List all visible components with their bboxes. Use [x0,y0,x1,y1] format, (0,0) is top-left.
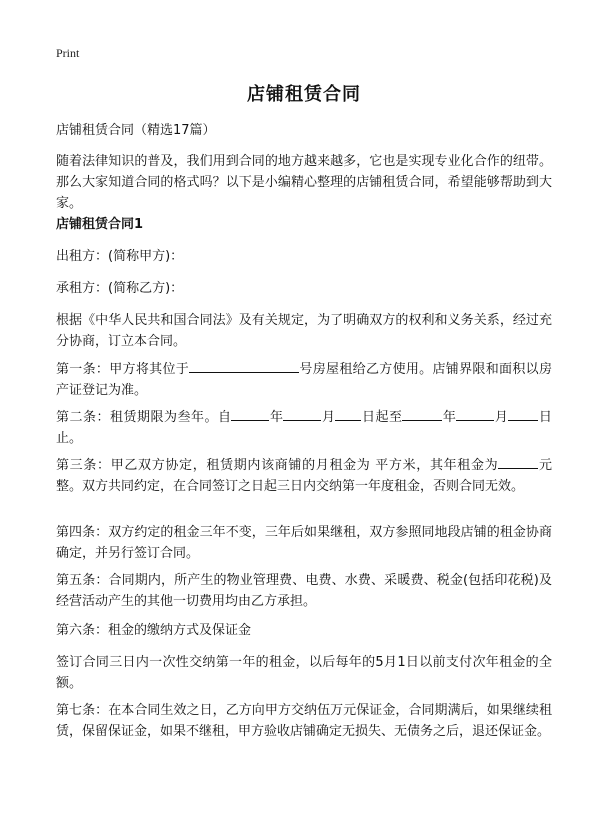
article-2-end: 日止。 [56,410,552,446]
article-7: 第七条：在本合同生效之日，乙方向甲方交纳伍万元保证金，合同期满后，如果继续租赁，保留保证金，如果不继租，甲方验收店铺确定无损失、无债务之后，退还保证金。 [56,703,552,739]
end-day-blank [508,406,538,421]
annual-rent-blank [498,454,538,469]
end-year-blank [402,406,442,421]
start-month-blank [283,406,321,421]
article-2-text-a: 第二条：租赁期限为叁年。自 [56,410,232,425]
address-blank [189,358,299,373]
article-2 [56,406,552,449]
preamble-paragraph: 根据《中华人民共和国合同法》及有关规定，为了明确双方的权利和义务关系，经过充分协商，订立本合同。 [56,313,552,349]
article-3-text-a: 第三条：甲乙双方协定，租赁期内该商铺的月租金为 平方米，其年租金为 [56,458,499,473]
article-6: 第六条：租金的缴纳方式及保证金 [56,623,252,638]
end-month-blank [456,406,494,421]
start-year-blank [231,406,269,421]
document-title: 店铺租赁合同 [247,84,361,105]
article-5: 第五条：合同期内，所产生的物业管理费、电费、水费、采暖费、税金(包括印花税)及经营活动产生的其他一切费用均由乙方承担。 [56,573,552,609]
article-2-year1: 年 [269,410,284,425]
article-2-year2: 年 [442,410,457,425]
article-4: 第四条：双方约定的租金三年不变，三年后如果继租，双方参照同地段店铺的租金协商确定，并另行签订合同。 [56,525,552,561]
article-1 [56,358,552,401]
start-day-blank [335,406,361,421]
article-6-detail: 签订合同三日内一次性交纳第一年的租金，以后每年的5月1日以前支付次年租金的全额。 [56,655,552,691]
print-link[interactable]: Print [56,46,80,60]
article-2-month1: 月 [321,410,336,425]
lessor-line: 出租方：(简称甲方)： [56,249,184,264]
article-1-text-a: 第一条：甲方将其位于 [56,362,190,377]
article-3-text-b: 元整。双方共同约定，在合同签订之日起三日内交纳第一年度租金，否则合同无效。 [56,458,552,494]
article-2-month2: 月 [494,410,509,425]
intro-paragraph: 随着法律知识的普及，我们用到合同的地方越来越多，它也是实现专业化合作的纽带。那么大家知道合同的格式吗？以下是小编精心整理的店铺租赁合同，希望能够帮助到大家。 [56,154,552,211]
section-heading: 店铺租赁合同1 [56,217,144,232]
lessee-line: 承租方：(简称乙方)： [56,281,184,296]
article-2-day-start: 日起至 [361,410,403,425]
article-1-text-b: 号房屋租给乙方使用。店铺界限和面积以房产证登记为准。 [56,362,552,398]
article-3 [56,454,552,497]
document-subtitle: 店铺租赁合同（精选17篇） [56,123,216,138]
